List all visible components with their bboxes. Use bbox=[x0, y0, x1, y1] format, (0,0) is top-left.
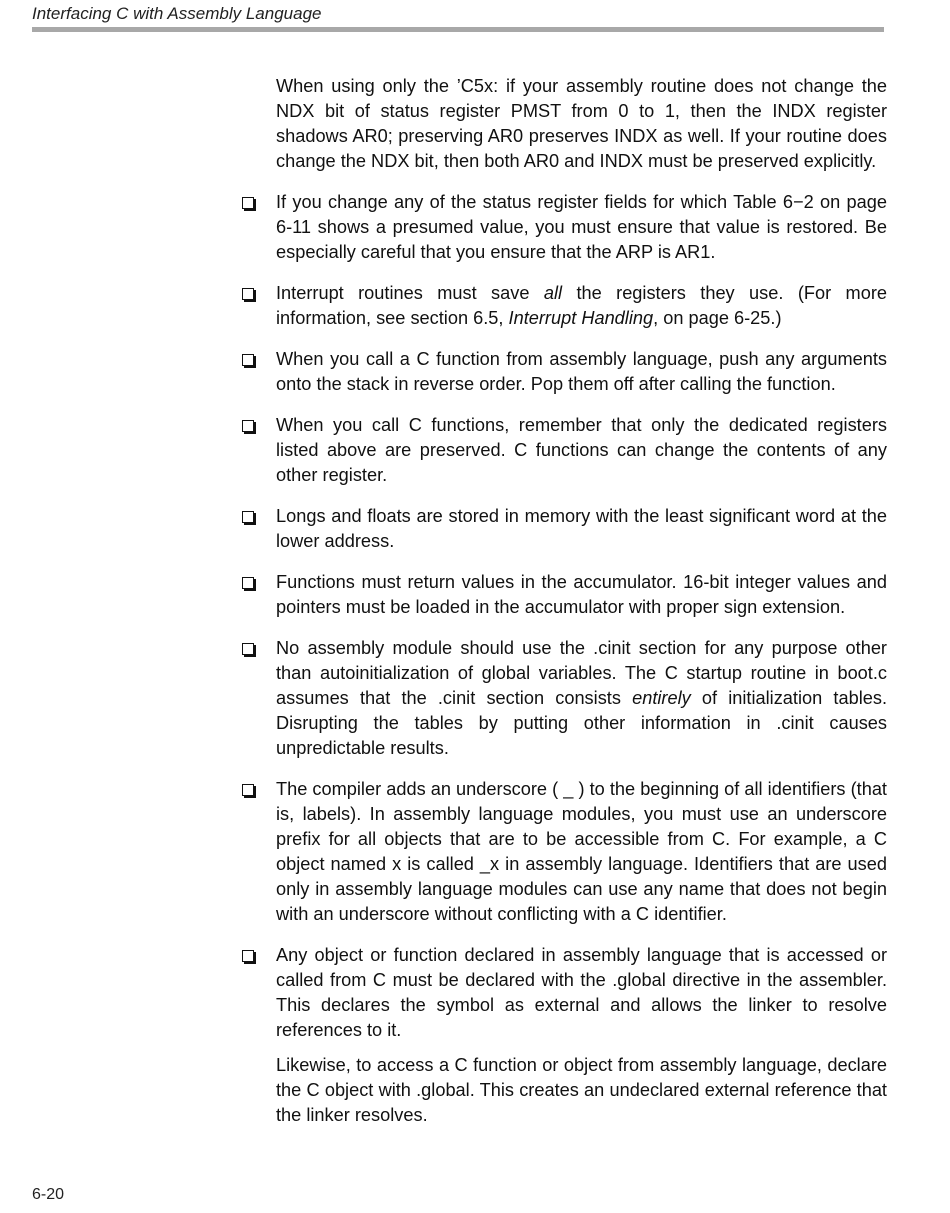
list-item-paragraph: When you call C functions, remember that only the dedicated registers listed above are preserved. C functions can change the contents of any other register. bbox=[276, 415, 887, 485]
list-item bbox=[276, 413, 887, 488]
list-item bbox=[276, 347, 887, 397]
list-item-paragraph: Any object or function declared in assembly language that is accessed or called from C must be declared with the .global directive in the assembler. This declares the symbol as external and allows the linker to resolve references to it. bbox=[276, 945, 887, 1040]
checkbox-bullet-icon bbox=[242, 197, 254, 209]
list-item-paragraph: No assembly module should use the .cinit section for any purpose other than autoinitialization of global variables. The C startup routine in boot.c assumes that the .cinit section consists entirely of initialization tables. Disrupting the tables by putting other information in .cinit causes unpredictable results. bbox=[276, 638, 887, 758]
list-item-paragraph: Functions must return values in the accumulator. 16-bit integer values and pointers must be loaded in the accumulator with proper sign extension. bbox=[276, 572, 887, 617]
running-header: Interfacing C with Assembly Language bbox=[32, 4, 322, 23]
list-item-paragraph: Longs and floats are stored in memory with the least significant word at the lower address. bbox=[276, 506, 887, 551]
list-item bbox=[276, 777, 887, 927]
checkbox-bullet-icon bbox=[242, 420, 254, 432]
checkbox-bullet-icon bbox=[242, 577, 254, 589]
page-body bbox=[276, 74, 887, 1128]
list-item-paragraph: If you change any of the status register fields for which Table 6−2 on page 6-11 shows a presumed value, you must ensure that value is restored. Be especially careful that you ensure that the ARP is AR1. bbox=[276, 192, 887, 262]
checkbox-bullet-icon bbox=[242, 784, 254, 796]
list-item-paragraph: The compiler adds an underscore ( _ ) to the beginning of all identifiers (that is, labels). In assembly language modules, you must use an underscore prefix for all objects that are to be accessible from C. For example, a C object named x is called _x in assembly language. Identifiers that are used only in assembly language modules can use any name that does not begin with an underscore without conflicting with a C identifier. bbox=[276, 779, 887, 924]
list-item bbox=[276, 190, 887, 265]
list-item-paragraph: Interrupt routines must save all the registers they use. (For more information, see section 6.5, Interrupt Handling, on page 6-25.) bbox=[276, 283, 887, 328]
list-item bbox=[276, 636, 887, 761]
list-item-paragraph: Likewise, to access a C function or object from assembly language, declare the C object with .global. This creates an undeclared external reference that the linker resolves. bbox=[276, 1055, 887, 1125]
list-item bbox=[276, 281, 887, 331]
list-item-paragraph: When you call a C function from assembly language, push any arguments onto the stack in reverse order. Pop them off after calling the function. bbox=[276, 349, 887, 394]
list-item bbox=[276, 943, 887, 1128]
checkbox-bullet-icon bbox=[242, 288, 254, 300]
checkbox-bullet-icon bbox=[242, 643, 254, 655]
checkbox-bullet-icon bbox=[242, 511, 254, 523]
checkbox-bullet-icon bbox=[242, 354, 254, 366]
header-rule bbox=[32, 27, 884, 32]
list-item bbox=[276, 504, 887, 554]
intro-paragraph: When using only the ’C5x: if your assembly routine does not change the NDX bit of status register PMST from 0 to 1, then the INDX register shadows AR0; preserving AR0 preserves INDX as well. If your routine does change the NDX bit, then both AR0 and INDX must be preserved explicitly. bbox=[276, 76, 887, 171]
list-item bbox=[276, 570, 887, 620]
bullet-list bbox=[276, 190, 887, 1128]
checkbox-bullet-icon bbox=[242, 950, 254, 962]
page-number: 6-20 bbox=[32, 1186, 65, 1203]
